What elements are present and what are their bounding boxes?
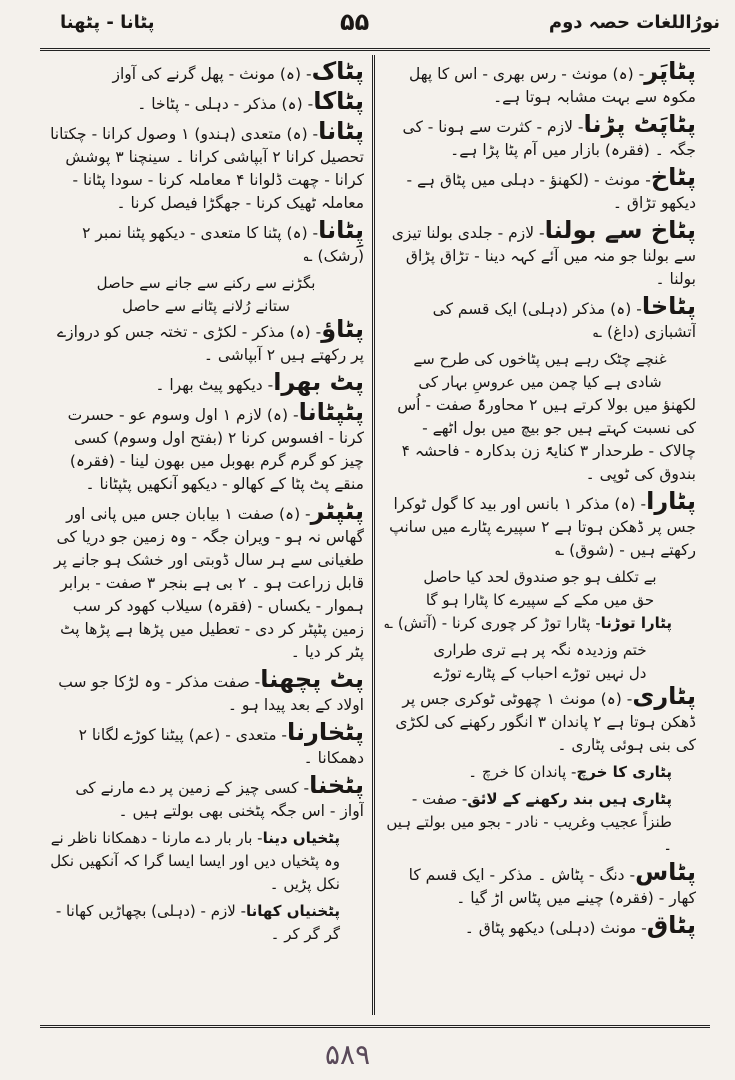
sub-headword: پٹاری ہیں بند رکھنے کے لائق bbox=[467, 790, 672, 808]
definition-text: - (ہ) مذکر ۱ بانس اور بید کا گول ٹوکرا جس پر ڈھکن ہوتا ہے ۲ سپیرے پٹارے میں سانپ رکھتے ہیں - (شوق) ؎ bbox=[389, 495, 696, 559]
sub-entry bbox=[48, 900, 340, 946]
definition-text: - صفت - طنزاً عجیب وغریب - نادر - بجو میں بولتے ہیں ۔ bbox=[386, 790, 672, 854]
headword: پٹاخ bbox=[650, 163, 696, 191]
definition-text: - متعدی - (عم) پیٹنا کوڑے لگانا ۲ دھمکانا ۔ bbox=[78, 726, 364, 767]
definition-text: - کسی چیز کے زمین پر دے مارنے کی آواز - اس جگہ پٹخنی بھی بولتے ہیں ۔ bbox=[75, 779, 364, 820]
verse-line: حق میں مکے کے سپیرے کا پٹارا ہو گا bbox=[425, 591, 655, 609]
definition-text: لکھنؤ میں بولا کرتے ہیں ۲ محاورۃً صفت - اُس کی نسبت کہتے ہیں جو بیچ میں بول اٹھے - چالاک - طرحدار ۳ کنایۃً زن بدکارہ - فاحشہ ۴ بندوق کی ٹوپی ۔ bbox=[397, 396, 696, 483]
verse-line: ختم وزدیدہ نگہ پر ہے تری طراری bbox=[433, 641, 647, 659]
headword: پٹاری bbox=[632, 682, 696, 710]
dictionary-entry bbox=[384, 682, 696, 757]
definition-text: - لازم - جلدی بولنا تیزی سے بولنا جو منہ میں آئے کہہ دینا - تڑاق پڑاق بولنا ۔ bbox=[391, 224, 696, 288]
verse-line: بگڑنے سے رکنے سے جانے سے حاصل bbox=[96, 274, 316, 292]
definition-text: - مونث (دہلی) دیکھو پٹاق ۔ bbox=[464, 919, 647, 937]
headword: پٹارا bbox=[646, 487, 696, 515]
definition-text: - (ہ) لازم ۱ اول وسوم عو - حسرت کرنا - افسوس کرنا ۲ (بفتح اول وسوم) کسی چیز کو گرم گرم بھوبل میں بھون لینا - (فقرہ) منقے پٹ پٹا کے کھالو - دیکھو آنکھیں پٹپٹانا ۔ bbox=[67, 406, 364, 493]
page-header bbox=[40, 6, 720, 46]
dictionary-entry bbox=[384, 110, 696, 162]
left-column bbox=[48, 60, 364, 1010]
definition-text: - پٹارا توڑ کر چوری کرنا - (آتش) ؎ bbox=[384, 614, 601, 632]
definition-text: - (ہ) مذکر - دہلی - پٹاخا ۔ bbox=[137, 95, 314, 113]
dictionary-entry bbox=[48, 718, 364, 770]
dictionary-entry bbox=[48, 87, 364, 116]
dictionary-entry bbox=[384, 216, 696, 291]
headword: پٹاؤ bbox=[321, 315, 364, 343]
definition-text: - (ہ) پٹنا کا متعدی - دیکھو پٹنا نمبر ۲ (رشک) ؎ bbox=[82, 224, 364, 265]
dictionary-entry bbox=[48, 368, 364, 397]
headword: پٹ پچھنا bbox=[260, 665, 364, 693]
sub-headword: پٹارا توڑنا bbox=[600, 614, 672, 632]
dictionary-entry bbox=[384, 487, 696, 562]
headword: پِٹانا bbox=[318, 216, 364, 244]
headword: پٹاپَر bbox=[644, 60, 696, 85]
headword: پٹاکا bbox=[313, 87, 364, 115]
dictionary-entry bbox=[384, 60, 696, 109]
sub-headword: پٹخیاں دینا bbox=[262, 829, 340, 847]
headword: پٹخنا bbox=[309, 771, 364, 799]
sub-headword: پٹخنیاں کھانا bbox=[246, 902, 340, 920]
definition-text: - مونث - (لکھنؤ - دہلی میں پٹاق ہے - دیکھو تڑاق ۔ bbox=[406, 171, 696, 212]
column-divider bbox=[372, 55, 375, 1015]
sub-entry bbox=[48, 827, 340, 896]
headword: پٹاپَٹ پڑنا bbox=[583, 110, 696, 138]
headword: پٹاس bbox=[635, 858, 696, 886]
definition-text: - (ہ) متعدی (ہندو) ۱ وصول کرانا - چکتانا تحصیل کرانا ۲ آبپاشی کرانا ۔ سینچنا ۳ پوشش کرانا - چھت ڈلوانا ۴ معاملہ کرنا - سودا پٹانا - معاملہ ٹھیک کرنا - جھگڑا فیصل کرنا ۔ bbox=[50, 125, 364, 212]
definition-text: - (ہ) مونث - پھل گرنے کی آواز bbox=[112, 65, 312, 83]
dictionary-entry bbox=[48, 398, 364, 496]
header-book-title: نورُاللغات حصہ دوم bbox=[548, 12, 720, 33]
headword: پٹاق bbox=[646, 911, 696, 939]
headword: پٹاخا bbox=[641, 292, 696, 320]
dictionary-entry bbox=[384, 292, 696, 344]
dictionary-entry bbox=[384, 394, 696, 486]
bottom-rule bbox=[40, 1025, 710, 1028]
top-rule bbox=[40, 48, 710, 51]
verse-line: ستانے رُلانے پٹانے سے حاصل bbox=[122, 297, 290, 315]
definition-text: - بار بار دے مارنا - دھمکانا ناظر نے وہ پٹخیاں دیں اور ایسا ایسا گرا کہ آنکھیں نکل نکل پڑیں ۔ bbox=[50, 829, 340, 893]
sub-entry bbox=[384, 612, 672, 635]
header-page-number: ۵۵ bbox=[340, 8, 370, 36]
definition-text: - دنگ - پٹاش ۔ مذکر - ایک قسم کا کھار - (فقرہ) چینے میں پٹاس اڑ گیا ۔ bbox=[408, 866, 696, 907]
definition-text: - دیکھو پیٹ بھرا ۔ bbox=[155, 376, 274, 394]
sub-entry bbox=[384, 788, 672, 857]
definition-text: - (ہ) مذکر - لکڑی - تختہ جس کو دروازے پر رکھتے ہیں ۲ آبپاشی ۔ bbox=[57, 323, 364, 364]
definition-text: - پاندان کا خرچ ۔ bbox=[468, 763, 577, 781]
headword: پٹ بھرا bbox=[273, 368, 364, 396]
sub-headword: پٹاری کا خرچ bbox=[576, 763, 672, 781]
headword: پٹپٹانا bbox=[298, 398, 364, 426]
dictionary-entry bbox=[48, 497, 364, 664]
verse-line: دل نہیں توڑے احباب کے پٹارے توڑے bbox=[433, 664, 647, 682]
headword: پٹخارنا bbox=[287, 718, 364, 746]
dictionary-entry bbox=[48, 665, 364, 717]
handwritten-page-number: ۵۸۹ bbox=[325, 1038, 371, 1071]
definition-text: - صفت مذکر - وہ لڑکا جو سب اولاد کے بعد پیدا ہو ۔ bbox=[58, 673, 364, 714]
dictionary-entry bbox=[384, 163, 696, 215]
headword: پٹاک bbox=[311, 60, 364, 85]
dictionary-entry bbox=[48, 117, 364, 215]
headword: پٹانا bbox=[318, 117, 364, 145]
dictionary-entry bbox=[384, 911, 696, 940]
header-range: پٹانا - پٹھنا bbox=[60, 12, 155, 33]
dictionary-entry bbox=[48, 60, 364, 86]
sub-entry bbox=[384, 761, 672, 784]
definition-text: - (ہ) مذکر (دہلی) ایک قسم کی آتشبازی (داغ) ؎ bbox=[432, 300, 696, 341]
verse-line: بے تکلف ہو جو صندوق لحد کیا حاصل bbox=[423, 568, 657, 586]
dictionary-entry bbox=[384, 858, 696, 910]
definition-text: - (ہ) مونث - رس بھری - اس کا پھل مکوہ سے بہت مشابہ ہوتا ہے۔ bbox=[409, 65, 696, 106]
headword: پٹاخ سے بولنا bbox=[544, 216, 696, 244]
dictionary-entry bbox=[48, 771, 364, 823]
right-column bbox=[384, 60, 696, 1010]
verse-line: شادی ہے کیا چمن میں عروسِ بہار کی bbox=[418, 373, 662, 391]
definition-text: - (ہ) مونث ۱ چھوٹی ٹوکری جس پر ڈھکن ہوتا ہے ۲ پاندان ۳ انگور رکھنے کی لکڑی کی بنی ہوئی پٹاری ۔ bbox=[395, 690, 696, 754]
definition-text: - (ہ) صفت ۱ بیابان جس میں پانی اور گھاس نہ ہو - ویران جگہ - وہ زمین جو دریا کی طغیانی سے ہر سال ڈوبتی اور خشک ہو جانے پر قابل زراعت ہو ۔ ۲ بی ہے بنجر ۳ صفت - برابر ہموار - یکساں - (فقرہ) سیلاب کھود کر سب زمین پٹپٹر کر دی - تعطیل میں پڑھا ہے پڑھا پٹ پٹر کر دیا ۔ bbox=[54, 505, 364, 661]
headword: پٹپٹر bbox=[310, 497, 364, 525]
definition-text: - لازم - کثرت سے ہونا - کی جگہ ۔ (فقرہ) بازار میں آم پٹا پڑا ہے۔ bbox=[402, 118, 696, 159]
definition-text: - لازم - (دہلی) بچھاڑیں کھانا - گر گر کر ۔ bbox=[55, 902, 340, 943]
dictionary-entry bbox=[48, 315, 364, 367]
dictionary-entry bbox=[48, 216, 364, 268]
verse-line: غنچے چٹک رہے ہیں پٹاخوں کی طرح سے bbox=[413, 350, 667, 368]
